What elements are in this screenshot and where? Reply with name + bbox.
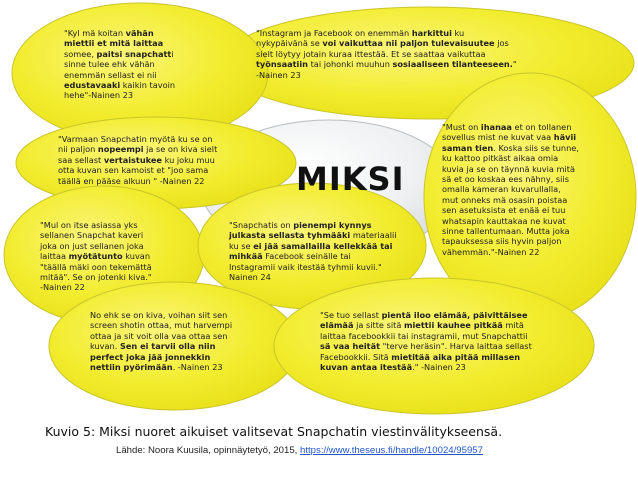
quote-line: [90, 341, 232, 351]
quote-emphasis: julkasta sellasta tyhmääki: [229, 230, 351, 241]
quote-emphasis: hävii: [553, 132, 577, 143]
quote-text: saa sellast: [58, 154, 104, 165]
quote-text: vähemmän."-Nainen 22: [442, 246, 540, 257]
quote-text: joka on just sellanen joka: [40, 240, 144, 251]
quote-text: nykypäivänä se: [256, 38, 323, 49]
quote-text: "Snapchatis on: [229, 220, 294, 230]
quote-line: [64, 70, 175, 80]
quote-text: Facebookkii. Sitä: [320, 351, 392, 362]
quote-line: [90, 320, 232, 330]
quote-emphasis: ei jää samallailla kellekkää tai: [253, 240, 393, 251]
quote-line: [64, 59, 175, 69]
quote-line: [40, 262, 152, 272]
quote-line: [90, 352, 232, 362]
quote-line: [442, 143, 579, 153]
quote-text: "Varmaan Snapchatin myötä ku se on: [58, 134, 213, 144]
quote-line: [64, 28, 175, 38]
quote-bubble-vertaistuki: [58, 134, 217, 186]
quote-line: [320, 362, 532, 372]
quote-line: [442, 205, 579, 215]
quote-text: ." -Nainen 23: [412, 362, 466, 373]
quote-text: "Must on: [442, 122, 481, 132]
quote-text: Facebook seinälle tai: [262, 251, 351, 262]
quote-line: [442, 247, 579, 257]
quote-text: et on tollanen: [511, 122, 572, 132]
source-prefix: Lähde: Noora Kuusila, opinnäytetyö, 2015,: [116, 445, 301, 456]
quote-text: ja se on kiva sielt: [143, 144, 218, 155]
quote-emphasis: mihkää: [229, 251, 263, 262]
quote-text: ku: [451, 28, 465, 38]
quote-emphasis: perfect joka jää jonnekkin: [90, 351, 211, 362]
quote-text: ku se: [229, 240, 254, 251]
quote-bubble-screenshot: [90, 310, 232, 372]
quote-text: tai johonki muuhun: [307, 59, 393, 70]
quote-text: mut onneks mä osasin poistaa: [442, 194, 568, 205]
quote-line: [256, 38, 517, 48]
quote-line: [442, 195, 579, 205]
source-credit: [116, 445, 483, 456]
quote-emphasis: pienempi kynnys: [293, 220, 372, 230]
quote-text: otta kuvan sen kamoist et "joo sama: [58, 165, 209, 176]
quote-text: nii paljon: [58, 144, 98, 155]
quote-text: ku joku muu: [161, 154, 215, 165]
quote-line: [90, 362, 232, 372]
quote-line: [58, 155, 217, 165]
quote-text: ja sitte sitä: [353, 320, 404, 331]
quote-line: [256, 28, 517, 38]
quote-emphasis: vähän: [125, 28, 154, 38]
quote-bubble-harkinta: [64, 28, 175, 101]
quote-text: sä et oo koskaa ees nähny, siis: [442, 174, 569, 185]
quote-line: [229, 262, 397, 272]
quote-emphasis: elämää: [320, 320, 354, 331]
quote-emphasis: kuvan antaa itestää: [320, 362, 413, 373]
quote-line: [442, 184, 579, 194]
quote-emphasis: nettiin pyörimään: [90, 362, 173, 373]
quote-emphasis: vertaistukee: [103, 154, 162, 165]
quote-text: Instagramii vaik itestää tyhmii kuvii.": [229, 261, 382, 272]
quote-emphasis: nopeempi: [97, 144, 144, 155]
quote-text: "Se tuo sellast: [320, 310, 382, 320]
quote-text: laittaa: [40, 251, 69, 262]
quote-text: No ehk se on kiva, voihan siit sen: [90, 310, 228, 320]
quote-text: sielt löytyy jotain kuraa ittestää. Et se saattaa vaikuttaa: [256, 48, 486, 59]
quote-line: [40, 272, 152, 282]
quote-line: [229, 220, 397, 230]
quote-line: [442, 153, 579, 163]
quote-text: "Kyl mä koitan: [64, 28, 126, 38]
quote-text: materiaalii: [350, 230, 397, 241]
quote-line: [64, 80, 175, 90]
center-title: MIKSI: [296, 160, 405, 198]
quote-line: [320, 310, 532, 320]
quote-line: [90, 310, 232, 320]
quote-line: [256, 49, 517, 59]
source-link[interactable]: https://www.theseus.fi/handle/10024/95957: [300, 445, 483, 456]
quote-line: [58, 144, 217, 154]
quote-line: [229, 241, 397, 251]
quote-text: "täällä mäki oon tekemättä: [40, 261, 152, 272]
quote-line: [64, 49, 175, 59]
quote-line: [229, 251, 397, 261]
quote-line: [58, 165, 217, 175]
quote-text: sellanen Snapchat kaveri: [40, 230, 144, 241]
quote-line: [320, 352, 532, 362]
quote-line: [442, 174, 579, 184]
quote-emphasis: saman tien: [442, 142, 494, 153]
quote-text: sovellus mist ne kuvat vaa: [442, 132, 554, 143]
quote-line: [320, 331, 532, 341]
quote-emphasis: miettii kauhee pitkää: [403, 320, 503, 331]
quote-text: laittaa facebookkii tai instagramii, mut Snapchattii: [320, 330, 528, 341]
quote-line: [40, 282, 152, 292]
quote-text: i: [171, 48, 174, 59]
quote-emphasis: edustavaaki: [64, 80, 121, 91]
quote-text: . Koska siis se tunne,: [493, 142, 579, 153]
quote-line: [442, 122, 579, 132]
quote-text: "terve heräsin". Harva laittaa sellast: [380, 341, 532, 352]
quote-emphasis: myötätunto: [68, 251, 123, 262]
quote-emphasis: sosiaaliseen tilanteeseen.: [392, 59, 513, 70]
quote-text: ku kattoo pitkäst aikaa omia: [442, 153, 559, 164]
quote-line: [256, 70, 517, 80]
quote-line: [442, 226, 579, 236]
quote-text: screen shotin ottaa, mut harvempi: [90, 320, 233, 331]
quote-text: ": [512, 59, 517, 70]
quote-emphasis: harkittui: [411, 28, 452, 38]
quote-line: [442, 164, 579, 174]
quote-text: kuvan.: [90, 341, 120, 352]
quote-line: [229, 272, 397, 282]
quote-line: [442, 236, 579, 246]
quote-text: kuvia ja se on täynnä kuvia mitä: [442, 163, 575, 174]
quote-line: [442, 216, 579, 226]
quote-text: "Mul on itse asiassa yks: [40, 220, 138, 230]
quote-text: enemmän sellast ei nii: [64, 69, 157, 80]
quote-text: tapauksessa siis hyvin paljon: [442, 236, 562, 247]
quote-text: sinne tallentumaan. Mutta joka: [442, 226, 570, 237]
quote-line: [256, 59, 517, 69]
quote-bubble-pienta-iloa: [320, 310, 532, 372]
quote-text: hehe"-Nainen 23: [64, 90, 134, 101]
quote-text: mitä: [502, 320, 524, 331]
quote-bubble-instagram-facebook: [256, 28, 517, 80]
quote-text: ottaa ja sit voit olla vaa ottaa sen: [90, 330, 228, 341]
quote-emphasis: sä vaa heität: [320, 341, 381, 352]
quote-line: [64, 90, 175, 100]
quote-line: [64, 38, 175, 48]
quote-emphasis: Sen ei tarvii olla niin: [119, 341, 216, 352]
quote-line: [58, 176, 217, 186]
quote-text: täällä en pääse alkuun " -Nainen 22: [58, 175, 205, 186]
quote-emphasis: pientä iloo elämää, päivittäisee: [381, 310, 528, 320]
quote-bubble-pienempi-kynnys: [229, 220, 397, 282]
quote-emphasis: voi vaikuttaa nii paljon tulevaisuutee: [322, 38, 495, 49]
quote-bubble-haviavat-kuvat: [442, 122, 579, 257]
quote-text: kaikin tavoin: [120, 80, 176, 91]
quote-emphasis: miettii et mitä laittaa: [64, 38, 164, 49]
quote-text: sen asetuksista et enää ei tuu: [442, 205, 566, 216]
quote-text: kuvan: [122, 251, 151, 262]
quote-text: somee,: [64, 48, 97, 59]
quote-emphasis: ihanaa: [480, 122, 512, 132]
figure-caption: Kuvio 5: Miksi nuoret aikuiset valitsevat Snapchatin viestinvälitykseensä.: [45, 424, 503, 439]
quote-text: omalla kameran kuvarullalla,: [442, 184, 561, 195]
quote-emphasis: mietitää aika pitää millasen: [391, 351, 521, 362]
quote-text: jos: [494, 38, 509, 49]
quote-line: [40, 251, 152, 261]
quote-text: . -Nainen 23: [172, 362, 223, 373]
quote-line: [320, 320, 532, 330]
quote-line: [58, 134, 217, 144]
quote-line: [442, 132, 579, 142]
quote-bubble-myotatunto: [40, 220, 152, 293]
quote-line: [40, 241, 152, 251]
quote-text: sinne tulee ehk vähän: [64, 59, 155, 70]
quote-text: -Nainen 22: [40, 282, 85, 293]
quote-line: [40, 230, 152, 240]
quote-emphasis: työnsaatiin: [256, 59, 308, 70]
quote-line: [40, 220, 152, 230]
quote-line: [90, 331, 232, 341]
quote-line: [320, 341, 532, 351]
quote-text: -Nainen 23: [256, 69, 301, 80]
quote-line: [229, 230, 397, 240]
quote-text: mitää". Se on jotenki kiva.": [40, 272, 152, 283]
quote-text: Nainen 24: [229, 272, 271, 283]
quote-text: whatsapin kauttakaa ne kuvat: [442, 215, 566, 226]
quote-text: "Instagram ja Facebook on enemmän: [256, 28, 412, 38]
quote-emphasis: paitsi snapchatt: [96, 48, 172, 59]
